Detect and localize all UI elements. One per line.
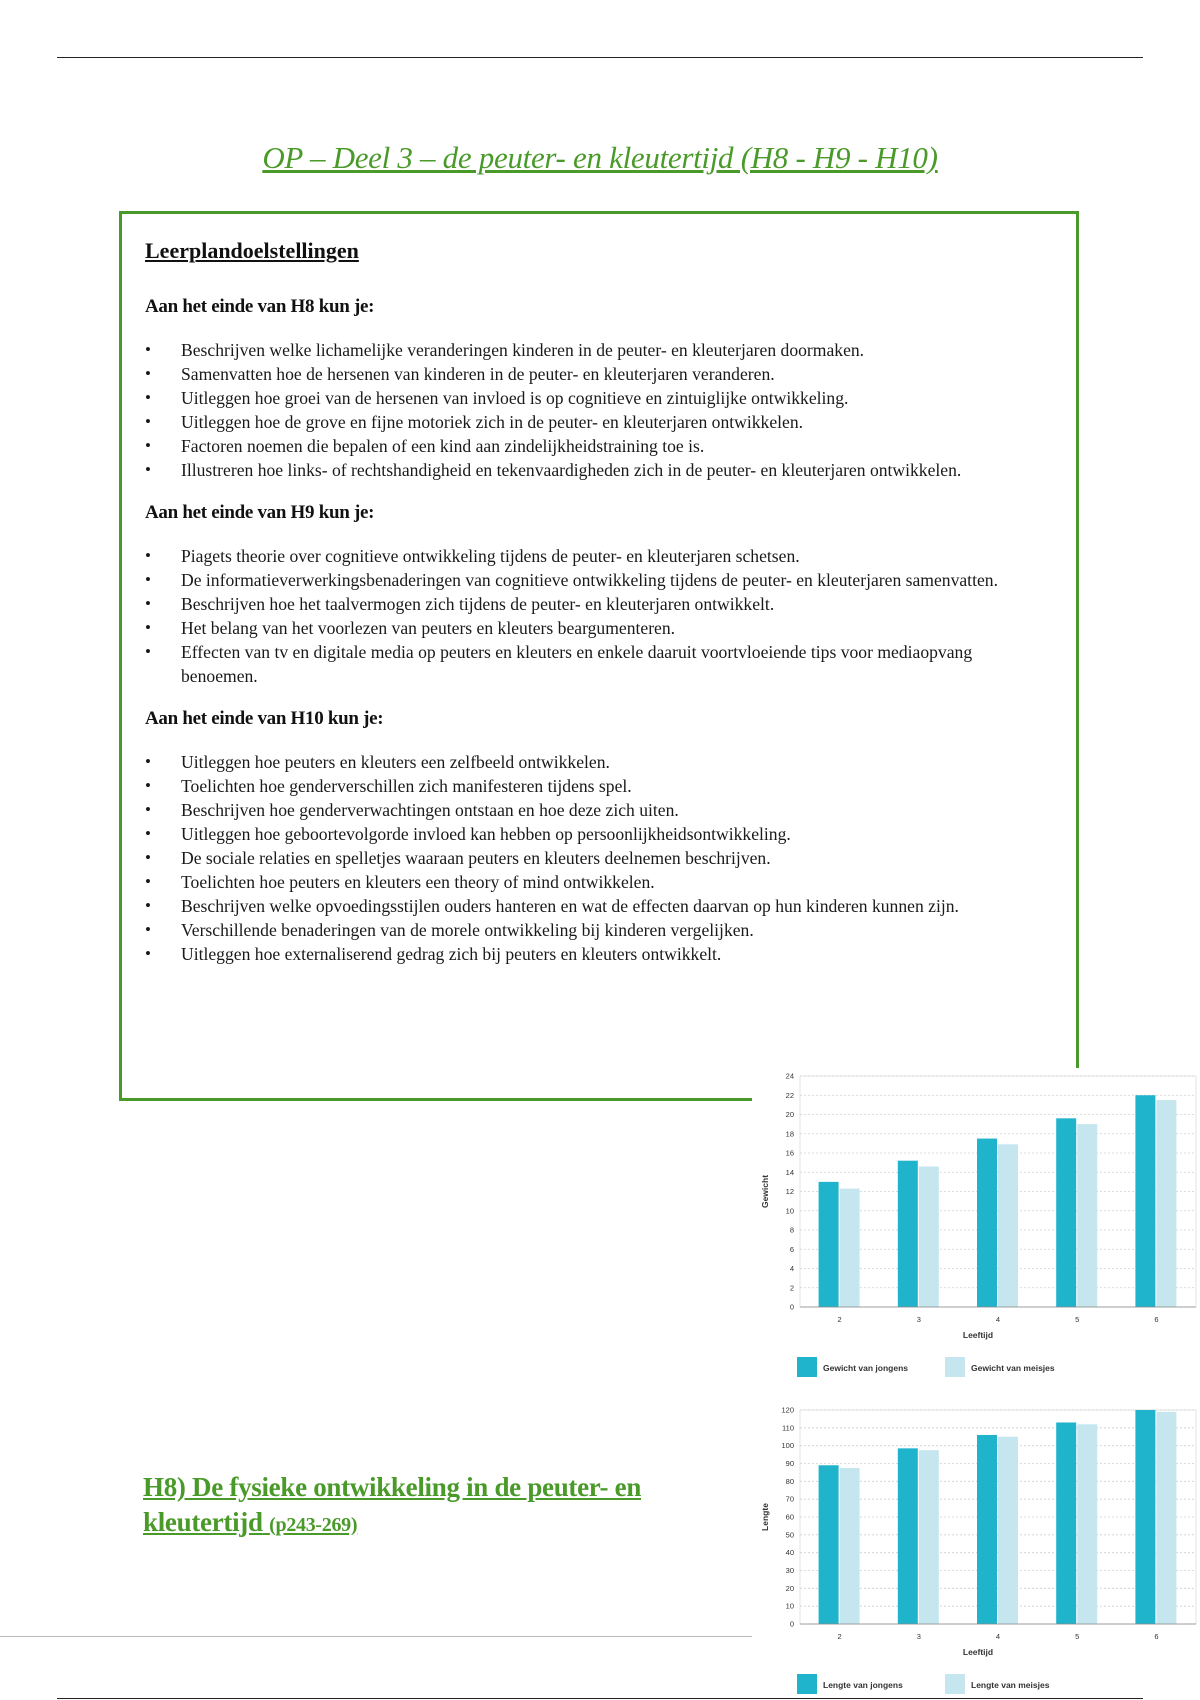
y-tick-label: 0 (789, 1619, 794, 1629)
bar-lengte-van-jongens (1056, 1422, 1076, 1624)
weight-chart-svg (752, 1068, 1200, 1383)
goal-list-item: • Beschrijven hoe genderverwachtingen ontstaan en hoe deze zich uiten. (145, 798, 1046, 822)
goal-list-item: • De informatieverwerkingsbenaderingen van cognitieve ontwikkeling tijdens de peuter- en kleuterjaren samenvatten. (145, 568, 1046, 592)
goal-list-item: • Beschrijven hoe het taalvermogen zich tijdens de peuter- en kleuterjaren ontwikkelt. (145, 592, 1046, 616)
legend-swatch (797, 1357, 817, 1377)
y-tick-label: 70 (785, 1494, 794, 1504)
bar-gewicht-van-jongens (1056, 1118, 1076, 1307)
learning-goals-box (119, 211, 1079, 1101)
y-tick-label: 18 (785, 1129, 794, 1139)
learning-goals-content (145, 238, 1046, 986)
goal-list (145, 750, 1046, 966)
legend-label: Lengte van jongens (823, 1680, 903, 1690)
learning-goals-heading: Leerplandoelstellingen (145, 238, 359, 263)
bar-gewicht-van-meisjes (1077, 1124, 1097, 1307)
x-tick-label: 5 (1075, 1315, 1080, 1324)
bar-gewicht-van-meisjes (998, 1144, 1018, 1307)
y-tick-label: 10 (785, 1206, 794, 1216)
goal-list-item: • De sociale relaties en spelletjes waaraan peuters en kleuters deelnemen beschrijven. (145, 846, 1046, 870)
goal-list-item: • Toelichten hoe genderverschillen zich manifesteren tijdens spel. (145, 774, 1046, 798)
y-tick-label: 8 (789, 1225, 794, 1235)
bar-gewicht-van-jongens (1135, 1095, 1155, 1307)
x-tick-label: 3 (916, 1632, 921, 1641)
goal-list-item: • Beschrijven welke opvoedingsstijlen ouders hanteren en wat de effecten daarvan op hun kinderen kunnen zijn. (145, 894, 1046, 918)
x-tick-label: 2 (837, 1315, 842, 1324)
bar-lengte-van-meisjes (919, 1450, 939, 1624)
goal-list-item: • Uitleggen hoe peuters en kleuters een zelfbeeld ontwikkelen. (145, 750, 1046, 774)
goal-sections (145, 296, 1046, 966)
legend-swatch (945, 1674, 965, 1694)
y-tick-label: 110 (782, 1423, 794, 1433)
goal-list-item: • Effecten van tv en digitale media op peuters en kleuters en enkele daaruit voortvloeiende tips voor mediaopvang benoemen. (145, 640, 1046, 688)
x-tick-label: 3 (916, 1315, 921, 1324)
goal-list-item: • Toelichten hoe peuters en kleuters een theory of mind ontwikkelen. (145, 870, 1046, 894)
bar-gewicht-van-jongens (898, 1161, 918, 1307)
goal-list-item: • Beschrijven welke lichamelijke veranderingen kinderen in de peuter- en kleuterjaren doormaken. (145, 338, 1046, 362)
y-tick-label: 24 (785, 1071, 794, 1081)
y-tick-label: 120 (781, 1405, 794, 1415)
y-tick-label: 4 (789, 1264, 794, 1273)
h8-section-heading (143, 1470, 703, 1543)
y-tick-label: 2 (789, 1283, 794, 1293)
goal-list-item: • Samenvatten hoe de hersenen van kinderen in de peuter- en kleuterjaren veranderen. (145, 362, 1046, 386)
h8-section-title: H8) De fysieke ontwikkeling in de peuter- en kleutertijd (143, 1472, 642, 1537)
x-tick-label: 4 (995, 1315, 1001, 1324)
goal-list-item: • Uitleggen hoe de grove en fijne motoriek zich in de peuter- en kleuterjaren ontwikkelen. (145, 410, 1046, 434)
goal-list (145, 338, 1046, 482)
goal-section-heading: Aan het einde van H8 kun je: (145, 296, 375, 317)
goal-list-item: • Uitleggen hoe geboortevolgorde invloed kan hebben op persoonlijkheidsontwikkeling. (145, 822, 1046, 846)
y-tick-label: 80 (785, 1476, 794, 1486)
mid-rule (0, 1636, 752, 1637)
h8-section-pages: (p243-269) (269, 1514, 358, 1536)
x-tick-label: 5 (1075, 1632, 1080, 1641)
bar-gewicht-van-jongens (977, 1139, 997, 1307)
x-tick-label: 2 (837, 1632, 842, 1641)
legend-swatch (945, 1357, 965, 1377)
bar-lengte-van-jongens (1135, 1410, 1155, 1624)
y-tick-label: 14 (785, 1167, 794, 1177)
legend-label: Gewicht van jongens (823, 1363, 909, 1373)
y-tick-label: 10 (785, 1601, 794, 1611)
height-chart (752, 1402, 1200, 1700)
x-axis-label: Leeftijd (962, 1647, 994, 1657)
goal-list-item: • Uitleggen hoe groei van de hersenen van invloed is op cognitieve en zintuiglijke ontwikkeling. (145, 386, 1046, 410)
y-tick-label: 20 (785, 1110, 794, 1119)
y-tick-label: 22 (785, 1090, 794, 1100)
bar-lengte-van-meisjes (998, 1437, 1018, 1624)
goal-list (145, 544, 1046, 688)
y-tick-label: 50 (785, 1530, 794, 1540)
height-chart-svg (752, 1402, 1200, 1700)
bar-gewicht-van-meisjes (919, 1166, 939, 1307)
bar-gewicht-van-meisjes (840, 1189, 860, 1307)
bar-gewicht-van-jongens (819, 1182, 839, 1307)
goal-list-item: • Piagets theorie over cognitieve ontwikkeling tijdens de peuter- en kleuterjaren schetsen. (145, 544, 1046, 568)
y-axis-label: Lengte (760, 1503, 770, 1531)
bar-lengte-van-jongens (977, 1435, 997, 1624)
bottom-rule (57, 1698, 1143, 1699)
goal-list-item: • Illustreren hoe links- of rechtshandigheid en tekenvaardigheden zich in de peuter- en kleuterjaren ontwikkelen. (145, 458, 1046, 482)
bar-lengte-van-meisjes (1156, 1412, 1176, 1624)
bar-lengte-van-jongens (819, 1465, 839, 1624)
x-tick-label: 6 (1154, 1315, 1159, 1324)
y-tick-label: 16 (785, 1148, 794, 1158)
goal-list-item: • Het belang van het voorlezen van peuters en kleuters beargumenteren. (145, 616, 1046, 640)
bar-lengte-van-meisjes (1077, 1424, 1097, 1624)
y-axis-label: Gewicht (760, 1174, 770, 1209)
legend-swatch (797, 1674, 817, 1694)
goal-list-item: • Uitleggen hoe externaliserend gedrag zich bij peuters en kleuters ontwikkelt. (145, 942, 1046, 966)
top-rule (57, 57, 1143, 58)
y-tick-label: 6 (789, 1244, 794, 1254)
y-tick-label: 90 (785, 1459, 794, 1468)
y-tick-label: 12 (785, 1187, 794, 1196)
weight-chart (752, 1068, 1200, 1383)
goal-section-heading: Aan het einde van H9 kun je: (145, 502, 375, 523)
x-tick-label: 4 (995, 1632, 1001, 1641)
bar-lengte-van-jongens (898, 1448, 918, 1624)
bar-lengte-van-meisjes (840, 1468, 860, 1624)
y-tick-label: 100 (781, 1441, 794, 1451)
document-title: OP – Deel 3 – de peuter- en kleutertijd (H8 - H9 - H10) (262, 140, 938, 175)
goal-section-heading: Aan het einde van H10 kun je: (145, 708, 384, 729)
bar-gewicht-van-meisjes (1156, 1100, 1176, 1307)
goal-list-item: • Factoren noemen die bepalen of een kind aan zindelijkheidstraining toe is. (145, 434, 1046, 458)
y-tick-label: 20 (785, 1583, 794, 1593)
x-tick-label: 6 (1154, 1632, 1159, 1641)
x-axis-label: Leeftijd (962, 1330, 994, 1340)
legend-label: Lengte van meisjes (971, 1680, 1050, 1690)
y-tick-label: 40 (785, 1548, 794, 1558)
y-tick-label: 30 (785, 1566, 794, 1575)
legend-label: Gewicht van meisjes (971, 1363, 1055, 1373)
y-tick-label: 60 (785, 1512, 794, 1522)
y-tick-label: 0 (789, 1302, 794, 1312)
goal-list-item: • Verschillende benaderingen van de morele ontwikkeling bij kinderen vergelijken. (145, 918, 1046, 942)
